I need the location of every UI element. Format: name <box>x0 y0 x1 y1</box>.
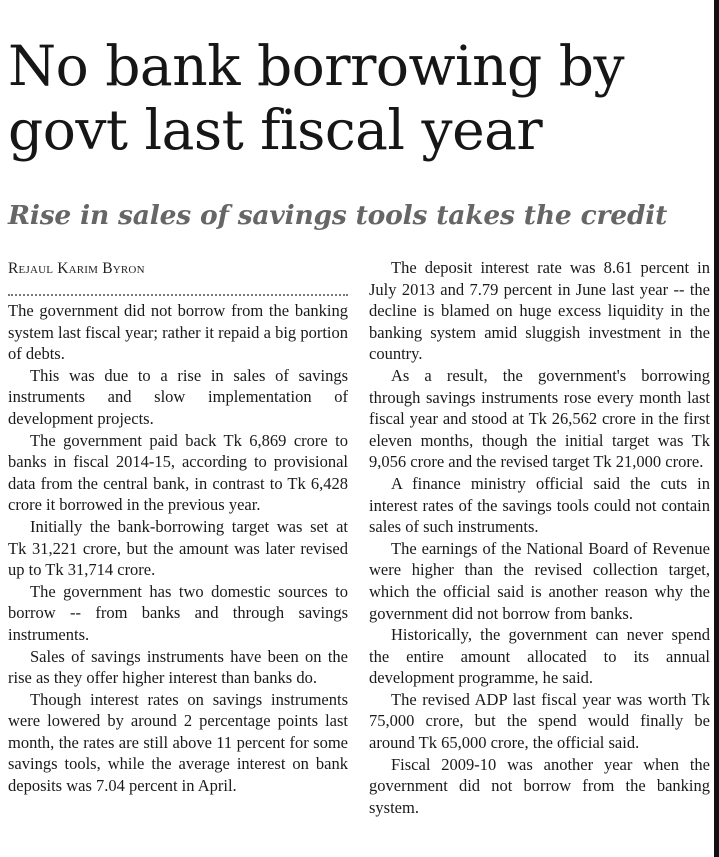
paragraph: The deposit interest rate was 8.61 percent in July 2013 and 7.79 percent in June last year -- the decline is blamed on huge excess liquidity in the banking system amid sluggish investment in the country. <box>369 258 710 364</box>
paragraph: The revised ADP last fiscal year was worth Tk 75,000 crore, but the spend would finally be around Tk 65,000 crore, the official said. <box>369 689 710 753</box>
paragraph: A finance ministry official said the cuts in interest rates of the savings tools could not contain sales of such instruments. <box>369 473 710 537</box>
subheadline: Rise in sales of savings tools takes the credit <box>8 200 668 231</box>
paragraph: The government did not borrow from the banking system last fiscal year; rather it repaid a big portion of debts. <box>8 301 348 364</box>
paragraph: Sales of savings instruments have been on the rise as they offer higher interest than banks do. <box>8 646 348 688</box>
paragraph: This was due to a rise in sales of savings instruments and slow implementation of development projects. <box>8 365 348 428</box>
paragraph: Initially the bank-borrowing target was set at Tk 31,221 crore, but the amount was later revised up to Tk 31,714 crore. <box>8 516 348 580</box>
paragraph: Historically, the government can never spend the entire amount allocated to its annual development programme, he said. <box>369 625 710 688</box>
paragraph: Though interest rates on savings instruments were lowered by around 2 percentage points last month, the rates are still above 11 percent for some savings tools, while the average interest on bank deposits was 7.04 percent in April. <box>8 689 348 796</box>
byline-divider <box>8 294 348 296</box>
paragraph: As a result, the government's borrowing through savings instruments rose every month last fiscal year and stood at Tk 26,562 crore in the first eleven months, though the initial target was Tk 9,056 crore and the revised target Tk 21,000 crore. <box>369 365 710 472</box>
paragraph: The government paid back Tk 6,869 crore to banks in fiscal 2014-15, according to provisional data from the central bank, in contrast to Tk 6,428 crore it borrowed in the previous year. <box>8 430 348 515</box>
paragraph: The earnings of the National Board of Revenue were higher than the revised collection target, which the official said is another reason why the government did not borrow from banks. <box>369 538 710 623</box>
page-edge-border <box>714 0 719 857</box>
byline: Rejaul Karim Byron <box>8 260 145 277</box>
paragraph: The government has two domestic sources to borrow -- from banks and through savings instruments. <box>8 581 348 644</box>
paragraph: Fiscal 2009-10 was another year when the government did not borrow from the banking system. <box>369 754 710 817</box>
headline: No bank borrowing by govt last fiscal year <box>8 34 625 162</box>
article-column-right <box>369 257 710 818</box>
article-column-left <box>8 300 348 797</box>
